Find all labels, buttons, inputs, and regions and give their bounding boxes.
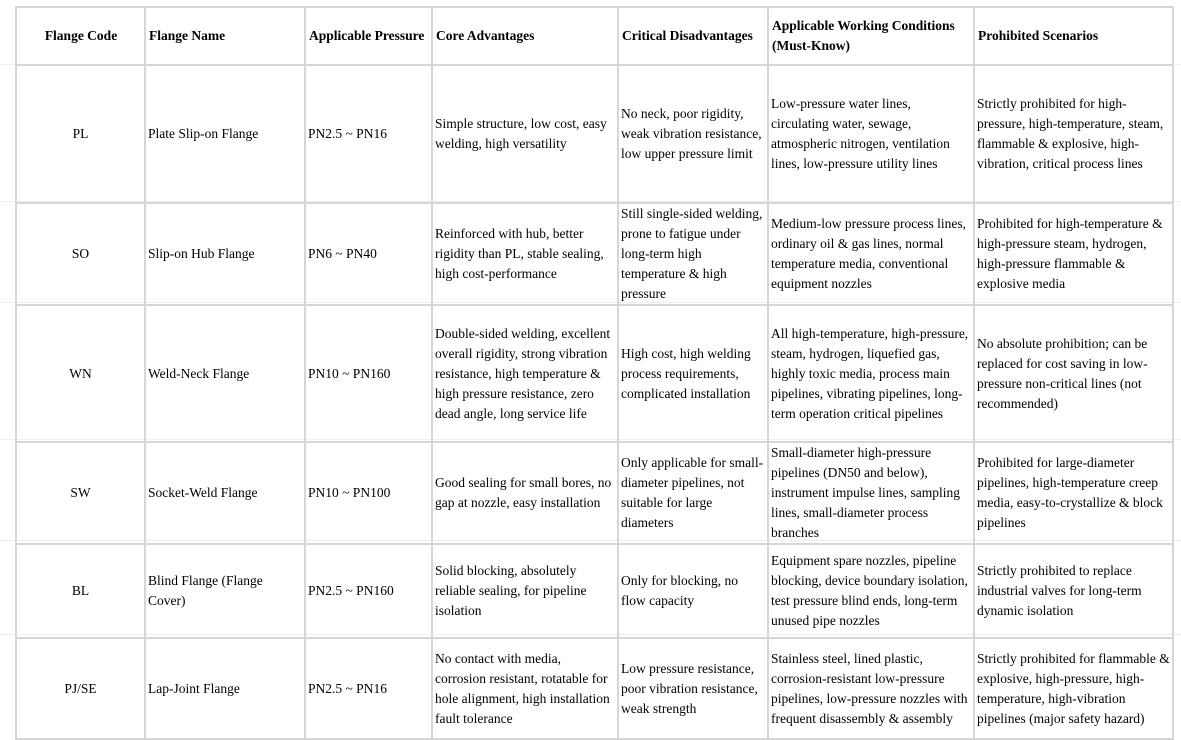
cell-flange-code: SW <box>16 442 145 544</box>
cell-prohibited: Prohibited for high-temperature & high-pressure steam, hydrogen, high-pressure flammable & explosive media <box>974 203 1173 305</box>
header-flange-name: Flange Name <box>145 7 305 65</box>
header-applicable-pressure: Applicable Pressure <box>305 7 432 65</box>
header-prohibited-scenarios: Prohibited Scenarios <box>974 7 1173 65</box>
cell-conditions: All high-temperature, high-pressure, steam, hydrogen, liquefied gas, highly toxic media, process main pipelines, vibrating pipelines, long-term operation critical pipelines <box>768 305 974 442</box>
cell-prohibited: Strictly prohibited for flammable & explosive, high-pressure, high-temperature, high-vibration pipelines (major safety hazard) <box>974 638 1173 739</box>
header-working-conditions: Applicable Working Conditions (Must-Know) <box>768 7 974 65</box>
table-row <box>16 442 1173 544</box>
cell-prohibited: Prohibited for large-diameter pipelines, high-temperature creep media, easy-to-crystallize & block pipelines <box>974 442 1173 544</box>
cell-pressure: PN6 ~ PN40 <box>305 203 432 305</box>
cell-prohibited: Strictly prohibited for high-pressure, high-temperature, steam, flammable & explosive, high-vibration, critical process lines <box>974 65 1173 203</box>
header-core-advantages: Core Advantages <box>432 7 618 65</box>
cell-flange-code: WN <box>16 305 145 442</box>
cell-prohibited: Strictly prohibited to replace industrial valves for long-term dynamic isolation <box>974 544 1173 638</box>
cell-pressure: PN10 ~ PN100 <box>305 442 432 544</box>
cell-conditions: Medium-low pressure process lines, ordinary oil & gas lines, normal temperature media, conventional equipment nozzles <box>768 203 974 305</box>
header-critical-disadvantages: Critical Disadvantages <box>618 7 768 65</box>
cell-disadvantages: Low pressure resistance, poor vibration resistance, weak strength <box>618 638 768 739</box>
cell-advantages: Double-sided welding, excellent overall rigidity, strong vibration resistance, high temperature & high pressure resistance, zero dead angle, long service life <box>432 305 618 442</box>
cell-advantages: Good sealing for small bores, no gap at nozzle, easy installation <box>432 442 618 544</box>
cell-flange-name: Plate Slip-on Flange <box>145 65 305 203</box>
table-row <box>16 638 1173 739</box>
cell-flange-code: PL <box>16 65 145 203</box>
cell-conditions: Small-diameter high-pressure pipelines (DN50 and below), instrument impulse lines, sampling lines, small-diameter process branches <box>768 442 974 544</box>
cell-flange-name: Lap-Joint Flange <box>145 638 305 739</box>
cell-advantages: Solid blocking, absolutely reliable sealing, for pipeline isolation <box>432 544 618 638</box>
cell-conditions: Equipment spare nozzles, pipeline blocking, device boundary isolation, test pressure blind ends, long-term unused pipe nozzles <box>768 544 974 638</box>
cell-pressure: PN10 ~ PN160 <box>305 305 432 442</box>
cell-disadvantages: No neck, poor rigidity, weak vibration resistance, low upper pressure limit <box>618 65 768 203</box>
cell-disadvantages: High cost, high welding process requirements, complicated installation <box>618 305 768 442</box>
cell-advantages: Simple structure, low cost, easy welding, high versatility <box>432 65 618 203</box>
cell-conditions: Low-pressure water lines, circulating water, sewage, atmospheric nitrogen, ventilation lines, low-pressure utility lines <box>768 65 974 203</box>
cell-flange-code: PJ/SE <box>16 638 145 739</box>
cell-flange-name: Weld-Neck Flange <box>145 305 305 442</box>
cell-disadvantages: Only for blocking, no flow capacity <box>618 544 768 638</box>
table-row <box>16 305 1173 442</box>
header-row <box>16 7 1173 65</box>
cell-flange-code: SO <box>16 203 145 305</box>
cell-pressure: PN2.5 ~ PN160 <box>305 544 432 638</box>
cell-flange-name: Socket-Weld Flange <box>145 442 305 544</box>
cell-advantages: No contact with media, corrosion resistant, rotatable for hole alignment, high installation fault tolerance <box>432 638 618 739</box>
cell-flange-name: Blind Flange (Flange Cover) <box>145 544 305 638</box>
cell-pressure: PN2.5 ~ PN16 <box>305 65 432 203</box>
cell-pressure: PN2.5 ~ PN16 <box>305 638 432 739</box>
cell-conditions: Stainless steel, lined plastic, corrosion-resistant low-pressure pipelines, low-pressure nozzles with frequent disassembly & assembly <box>768 638 974 739</box>
cell-flange-code: BL <box>16 544 145 638</box>
table-row <box>16 203 1173 305</box>
cell-disadvantages: Still single-sided welding, prone to fatigue under long-term high temperature & high pressure <box>618 203 768 305</box>
table-row <box>16 65 1173 203</box>
header-flange-code: Flange Code <box>16 7 145 65</box>
table-row <box>16 544 1173 638</box>
flange-comparison-table <box>15 6 1174 740</box>
cell-advantages: Reinforced with hub, better rigidity than PL, stable sealing, high cost-performance <box>432 203 618 305</box>
cell-flange-name: Slip-on Hub Flange <box>145 203 305 305</box>
cell-prohibited: No absolute prohibition; can be replaced for cost saving in low-pressure non-critical lines (not recommended) <box>974 305 1173 442</box>
cell-disadvantages: Only applicable for small-diameter pipelines, not suitable for large diameters <box>618 442 768 544</box>
